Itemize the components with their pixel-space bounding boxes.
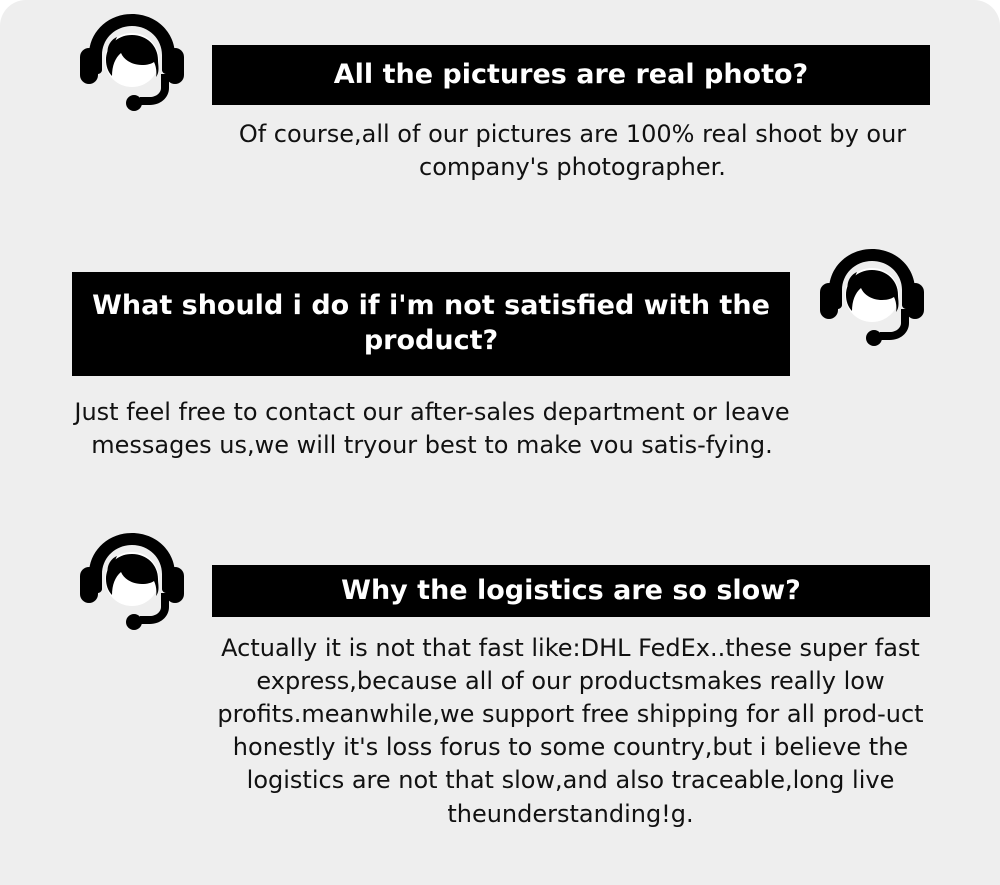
faq-question-banner-1 [212, 45, 930, 105]
faq-answer-3: Actually it is not that fast like:DHL FedEx..these super fast express,because all of our productsmakes really low profits.meanwhile,we support free shipping for all prod-uct honestly it's loss forus to some country,but i believe the logistics are not that slow,and also traceable,long live theunderstanding!g. [217, 634, 924, 828]
headset-agent-icon [72, 8, 192, 118]
faq-answer-1: Of course,all of our pictures are 100% real shoot by our company's photographer. [238, 120, 907, 182]
headset-agent-icon [812, 243, 932, 353]
faq-question-banner-2 [72, 272, 790, 376]
faq-question-text: All the pictures are real photo? [333, 58, 809, 90]
faq-question-text: Why the logistics are so slow? [341, 574, 801, 606]
faq-answer-2: Just feel free to contact our after-sales department or leave messages us,we will tryour best to make vou satis-fying. [74, 398, 790, 460]
faq-question-banner-3 [212, 565, 930, 617]
faq-question-text: What should i do if i'm not satisfied with the product? [92, 290, 770, 356]
headset-agent-icon [72, 527, 192, 637]
